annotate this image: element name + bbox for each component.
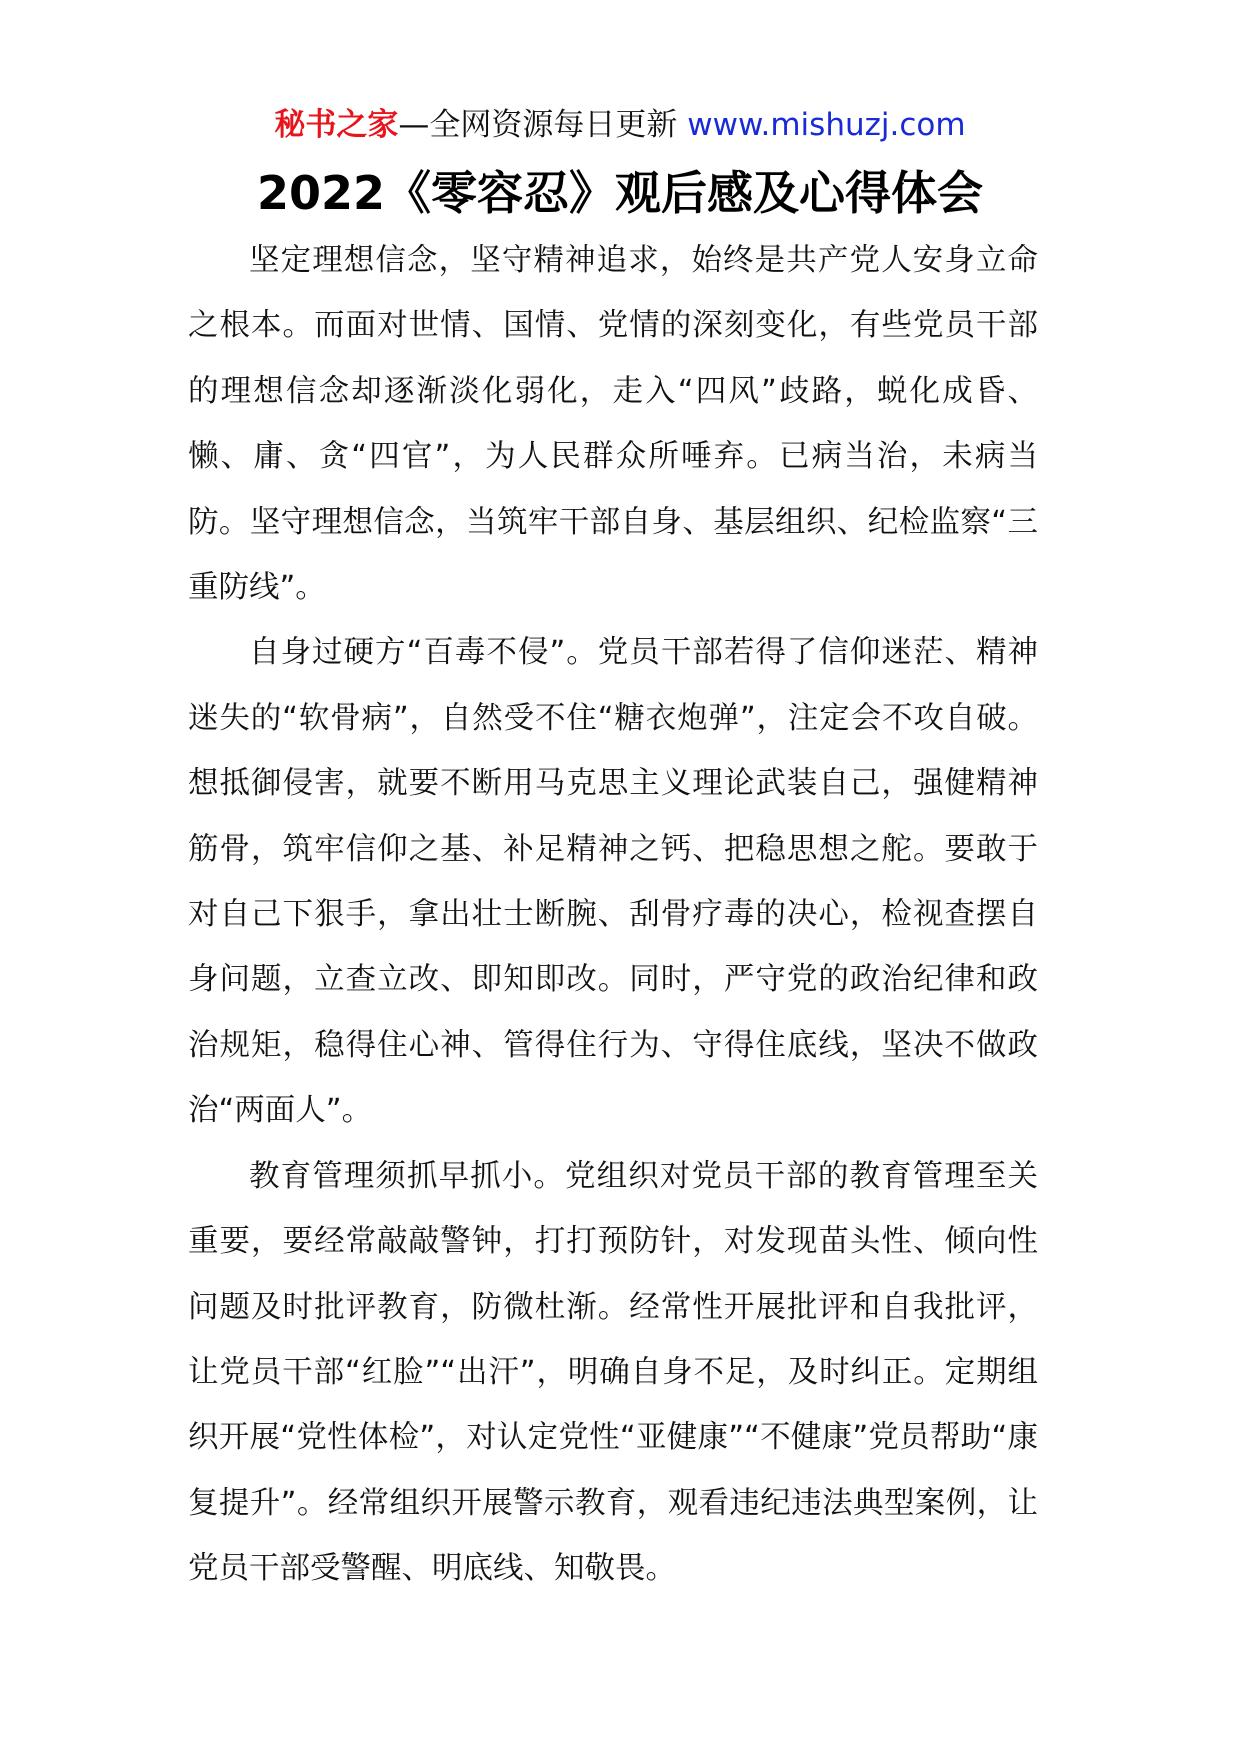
document-body [188,228,1038,1602]
document-title: 2022《零容忍》观后感及心得体会 [256,166,984,220]
brand-name: 秘书之家 [274,107,399,143]
site-url-link[interactable]: www.mishuzj.com [687,107,966,143]
header-slogan: —全网资源每日更新 [398,107,688,143]
site-header [0,100,1240,150]
paragraph: 坚定理想信念，坚守精神追求，始终是共产党人安身立命之根本。而面对世情、国情、党情的深刻变化，有些党员干部的理想信念却逐渐淡化弱化，走入“四风”歧路，蜕化成昏、懒、庸、贪“四官”，为人民群众所唾弃。已病当治，未病当防。坚守理想信念，当筑牢干部自身、基层组织、纪检监察“三重防线”。 [188,243,1038,606]
paragraph: 教育管理须抓早抓小。党组织对党员干部的教育管理至关重要，要经常敲敲警钟，打打预防针，对发现苗头性、倾向性问题及时批评教育，防微杜渐。经常性开展批评和自我批评，让党员干部“红脸”“出汗”，明确自身不足，及时纠正。定期组织开展“党性体检”，对认定党性“亚健康”“不健康”党员帮助“康复提升”。经常组织开展警示教育，观看违纪违法典型案例，让党员干部受警醒、明底线、知敬畏。 [188,1158,1038,1587]
paragraph: 自身过硬方“百毒不侵”。党员干部若得了信仰迷茫、精神迷失的“软骨病”，自然受不住“糖衣炮弹”，注定会不攻自破。想抵御侵害，就要不断用马克思主义理论武装自己，强健精神筋骨，筑牢信仰之基、补足精神之钙、把稳思想之舵。要敢于对自己下狠手，拿出壮士断腕、刮骨疗毒的决心，检视查摆自身问题，立查立改、即知即改。同时，严守党的政治纪律和政治规矩，稳得住心神、管得住行为、守得住底线，坚决不做政治“两面人”。 [188,635,1038,1129]
